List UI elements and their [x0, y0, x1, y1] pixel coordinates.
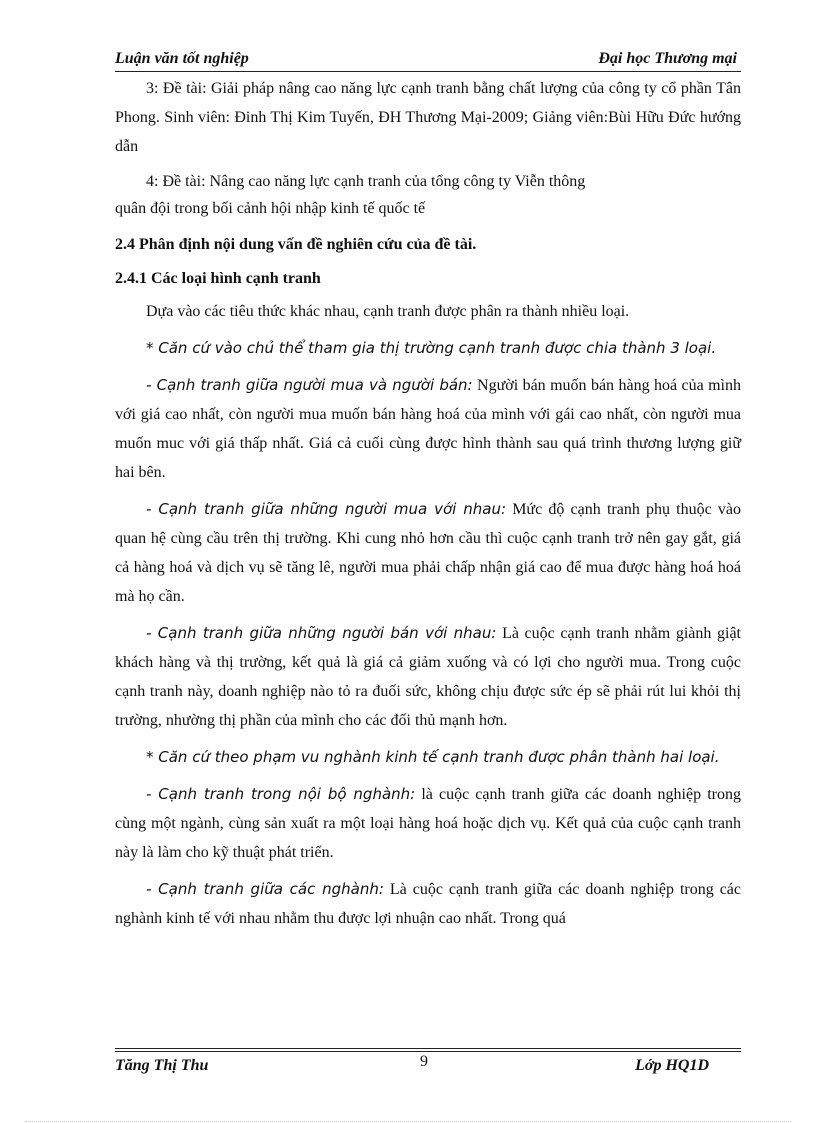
inter-industry-lead: - Cạnh tranh giữa các nghành: — [146, 880, 384, 898]
topic-4-line-1: 4: Đề tài: Nâng cao năng lực cạnh tranh của tổng công ty Viễn thông — [146, 173, 586, 190]
footer-rule-upper — [115, 1048, 741, 1049]
page-edge-divider — [25, 1121, 791, 1122]
buyer-seller-lead: - Cạnh tranh giữa người mua và người bán: — [146, 376, 473, 394]
footer-author: Tăng Thị Thu — [115, 1057, 209, 1074]
buyer-seller-body: Người bán muốn bán hàng hoá của mình với giá cao nhất, còn người mua muốn bán hàng hoá của mình với gái cao nhất, còn người mua muốn muc với giá thấp nhất. Giá cả cuối cùng được hình thành sau quá trình thương lượng giữ hai bên. — [115, 377, 741, 481]
paragraph-criterion-subject: * Căn cứ vào chủ thể tham gia thị trường cạnh tranh được chia thành 3 loại. — [146, 339, 717, 357]
inter-industry-body: Là cuộc cạnh tranh giữa các doanh nghiệp trong các nghành kinh tế với nhau nhằm thu được lợi nhuận cao nhất. Trong quá — [115, 881, 741, 927]
sellers-lead: - Cạnh tranh giữa những người bán với nhau: — [146, 624, 497, 642]
paragraph-buyers — [115, 495, 741, 611]
intra-industry-lead: - Cạnh tranh trong nội bộ nghành: — [146, 785, 416, 803]
page-number: 9 — [420, 1053, 428, 1070]
paragraph-intro: Dựa vào các tiêu thức khác nhau, cạnh tranh được phân ra thành nhiều loại. — [146, 303, 630, 320]
sellers-body: Là cuộc cạnh tranh nhằm giành giật khách hàng và thị trường, kết quả là giá cả giảm xuống và có lợi cho người mua. Trong cuộc cạnh tranh này, doanh nghiệp nào tỏ ra đuối sức, không chịu được sức ép sẽ phải rút lui khỏi thị trường, nhường thị phần của mình cho các đối thủ mạnh hơn. — [115, 625, 742, 729]
header-university: Đại học Thương mại — [598, 50, 737, 67]
document-body — [115, 74, 741, 933]
paragraph-topic-3: 3: Đề tài: Giải pháp nâng cao năng lực cạnh tranh bằng chất lượng của công ty cổ phần Tân Phong. Sinh viên: Đinh Thị Kim Tuyến, ĐH Thương Mại-2009; Giảng viên:Bùi Hữu Đức hướng dẫn — [115, 80, 741, 155]
header-rule — [115, 71, 741, 72]
paragraph-sellers — [115, 619, 741, 735]
page-header — [115, 50, 741, 70]
paragraph-criterion-sector: * Căn cứ theo phạm vu nghành kinh tế cạnh tranh được phân thành hai loại. — [146, 748, 720, 766]
buyers-body: Mức độ cạnh tranh phụ thuộc vào quan hệ cùng cầu trên thị trường. Khi cung nhỏ hơn cầu thì cuộc cạnh tranh trở nên gay gắt, giá cả hàng hoá và dịch vụ sẽ tăng lê, người mua phải chấp nhận giá cao để mua được hàng hoá hoá mà họ cần. — [115, 501, 741, 605]
paragraph-inter-industry — [115, 875, 741, 933]
buyers-lead: - Cạnh tranh giữa những người mua với nhau: — [146, 500, 507, 518]
page-footer — [115, 1055, 741, 1077]
section-heading-2-4-1: 2.4.1 Các loại hình cạnh tranh — [115, 270, 321, 287]
topic-4-continuation — [115, 196, 741, 221]
paragraph-buyer-seller — [115, 371, 741, 487]
header-thesis-label: Luận văn tốt nghiệp — [115, 50, 249, 67]
intra-industry-body: là cuộc cạnh tranh giữa các doanh nghiệp trong cùng một ngành, cùng sản xuất ra một loại hàng hoá hoặc dịch vụ. Kết quả của cuộc cạnh tranh này là làm cho kỹ thuật phát triển. — [115, 786, 741, 861]
paragraph-intra-industry — [115, 780, 741, 867]
section-heading-2-4: 2.4 Phân định nội dung vấn đề nghiên cứu của đề tài. — [115, 236, 477, 253]
footer-class: Lớp HQ1D — [635, 1057, 709, 1074]
paragraph-topic-4 — [115, 167, 741, 196]
topic-4-line-2: quân đội trong bối cảnh hội nhập kinh tế quốc tế — [115, 200, 426, 217]
footer-rule-lower — [115, 1051, 741, 1052]
